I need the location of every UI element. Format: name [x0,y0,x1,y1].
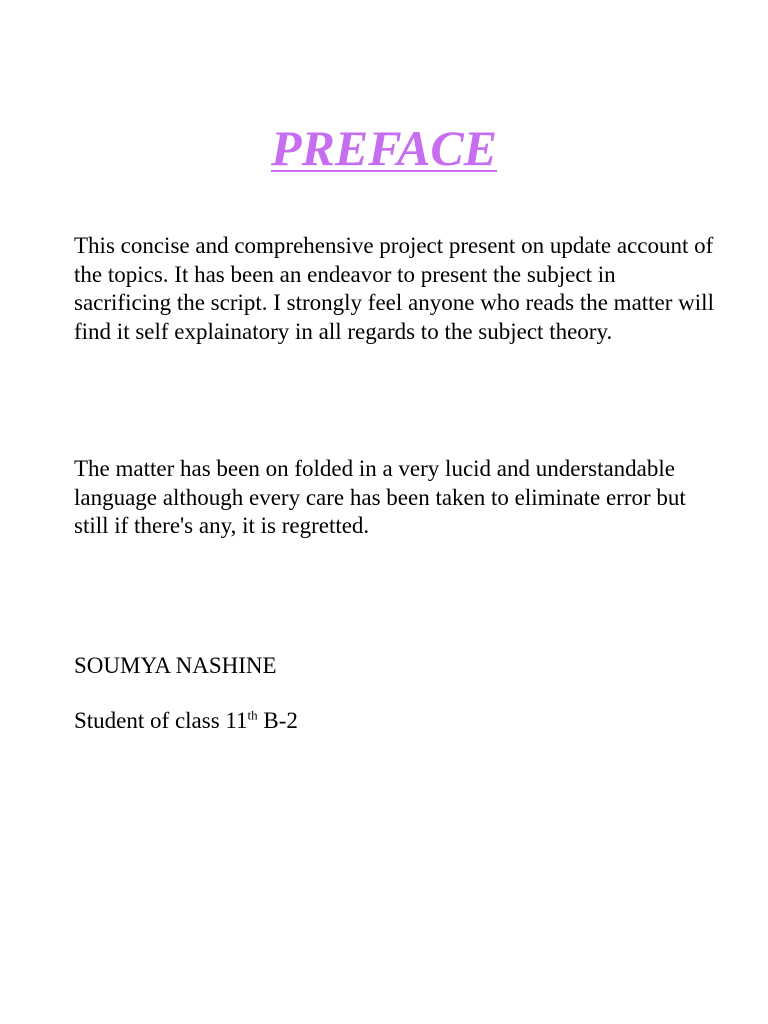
class-info-prefix: Student of class 11 [74,708,248,733]
author-name: SOUMYA NASHINE [74,653,277,678]
page-title: PREFACE [270,120,498,176]
class-info-superscript: th [247,707,258,723]
preface-paragraph-1: This concise and comprehensive project present on update account of the topics. It has been an endeavor to present the subject in sacrificing the script. I strongly feel anyone who reads the matter will find it self explainatory in all regards to the subject theory. [74,233,714,344]
preface-paragraph-2: The matter has been on folded in a very lucid and understandable language although every care has been taken to eliminate error but still if there's any, it is regretted. [74,456,686,538]
class-info [74,707,298,735]
class-info-suffix: B-2 [257,708,298,733]
